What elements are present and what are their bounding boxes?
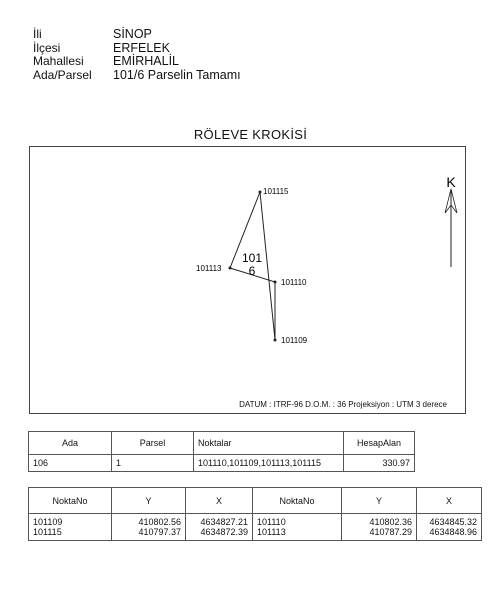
- y-value: 410802.36: [369, 517, 412, 527]
- table-cell: 1: [112, 455, 194, 472]
- info-value: ERFELEK: [113, 40, 170, 55]
- point-marker: [259, 191, 262, 194]
- point-label: 101115: [263, 187, 289, 196]
- table-cell: [342, 514, 417, 541]
- north-arrow-icon: [445, 189, 457, 267]
- table-cell: 101110,101109,101113,101115: [194, 455, 344, 472]
- column-header: Noktalar: [194, 432, 344, 455]
- x-value: 4634872.39: [200, 527, 248, 537]
- table-cell: 330.97: [344, 455, 415, 472]
- parcel-table: [28, 431, 415, 472]
- column-header: Ada: [29, 432, 112, 455]
- column-header: Parsel: [112, 432, 194, 455]
- table-cell: 106: [29, 455, 112, 472]
- column-header: X: [417, 488, 482, 514]
- table-row: [29, 455, 415, 472]
- datum-note: DATUM : ITRF-96 D.O.M. : 36 Projeksiyon : UTM 3 derece: [239, 400, 447, 409]
- info-value: 101/6 Parselin Tamamı: [113, 67, 241, 82]
- table-row: [29, 514, 482, 541]
- north-label: K: [446, 174, 456, 190]
- info-row-ada-parsel: [33, 69, 241, 83]
- point-no: 101113: [257, 527, 286, 537]
- table-cell: [186, 514, 253, 541]
- table-cell: [112, 514, 186, 541]
- info-label: Ada/Parsel: [33, 67, 92, 82]
- y-value: 410787.29: [369, 527, 412, 537]
- point-no: 101115: [33, 527, 62, 537]
- column-header: Y: [342, 488, 417, 514]
- column-header: NoktaNo: [29, 488, 112, 514]
- parcel-sketch: [30, 147, 467, 415]
- x-value: 4634845.32: [429, 517, 477, 527]
- parcel-sub-number: 6: [248, 264, 256, 278]
- table-cell: [253, 514, 342, 541]
- point-label: 101110: [281, 278, 307, 287]
- point-no: 101109: [33, 517, 63, 527]
- info-row-il: [33, 28, 241, 42]
- table-cell: [29, 514, 112, 541]
- x-value: 4634827.21: [200, 517, 248, 527]
- info-value: EMİRHALİL: [113, 54, 179, 68]
- column-header: Y: [112, 488, 186, 514]
- point-no: 101110: [257, 517, 286, 527]
- point-label: 101113: [196, 264, 222, 273]
- info-row-ilce: [33, 42, 241, 56]
- y-value: 410802.56: [138, 517, 181, 527]
- info-label: İli: [33, 27, 42, 41]
- coordinate-table: [28, 487, 482, 541]
- point-marker: [274, 339, 277, 342]
- sketch-title: RÖLEVE KROKİSİ: [193, 127, 308, 142]
- parcel-info: [33, 28, 241, 82]
- point-marker: [274, 281, 277, 284]
- sketch-frame: [29, 146, 466, 414]
- x-value: 4634848.96: [429, 527, 477, 537]
- column-header: X: [186, 488, 253, 514]
- info-row-mahalle: [33, 55, 241, 69]
- column-header: HesapAlan: [344, 432, 415, 455]
- table-header-row: [29, 488, 482, 514]
- info-label: Mahallesi: [33, 54, 84, 68]
- parcel-number: 101: [241, 251, 263, 265]
- y-value: 410797.37: [138, 527, 181, 537]
- column-header: NoktaNo: [253, 488, 342, 514]
- table-cell: [417, 514, 482, 541]
- point-marker: [229, 267, 232, 270]
- info-label: İlçesi: [33, 40, 61, 55]
- point-label: 101109: [281, 336, 308, 345]
- table-header-row: [29, 432, 415, 455]
- info-value: SİNOP: [113, 27, 152, 41]
